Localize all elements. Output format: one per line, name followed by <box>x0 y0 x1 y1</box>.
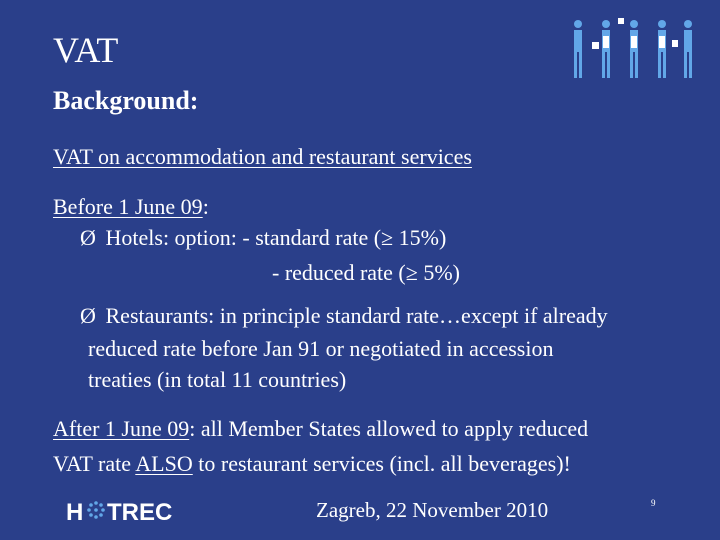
logo-text-left: H <box>66 499 84 523</box>
dotted-circle-icon <box>87 501 105 519</box>
footer-date: Zagreb, 22 November 2010 <box>316 498 549 522</box>
logo-text-right: TREC <box>107 499 173 523</box>
after-rest: : all Member States allowed to apply reduced <box>189 416 589 441</box>
before-line <box>53 194 209 219</box>
page-number: 9 <box>651 498 656 508</box>
hotrec-logo <box>66 497 190 523</box>
slide-title: VAT <box>53 30 119 70</box>
after-line-2-start: VAT rate <box>53 451 136 476</box>
restaurants-line-2: reduced rate before Jan 91 or negotiated in accession <box>88 336 554 361</box>
restaurants-line-3: treaties (in total 11 countries) <box>88 367 347 392</box>
after-line-1 <box>53 416 588 441</box>
arrow-bullet-icon: Ø <box>80 303 96 328</box>
also-emphasis: ALSO <box>135 451 193 476</box>
after-date-label: After 1 June 09 <box>53 416 190 441</box>
after-line-2 <box>53 451 571 476</box>
hotels-bullet <box>80 225 446 250</box>
arrow-bullet-icon: Ø <box>80 225 96 250</box>
restaurants-line-1: Restaurants: in principle standard rate…except if already <box>105 303 608 328</box>
section-heading: VAT on accommodation and restaurant services <box>53 144 472 169</box>
before-date-label: Before 1 June 09 <box>53 194 203 219</box>
hospitality-staff-icon <box>568 16 700 80</box>
before-colon: : <box>202 194 209 219</box>
slide-subtitle: Background: <box>53 86 199 115</box>
reduced-rate-text: - reduced rate (≥ 5%) <box>272 260 460 285</box>
hotels-text: Hotels: option: - standard rate (≥ 15%) <box>105 225 447 250</box>
restaurants-bullet <box>80 303 608 328</box>
after-line-2-end: to restaurant services (incl. all beverages)! <box>192 451 571 476</box>
